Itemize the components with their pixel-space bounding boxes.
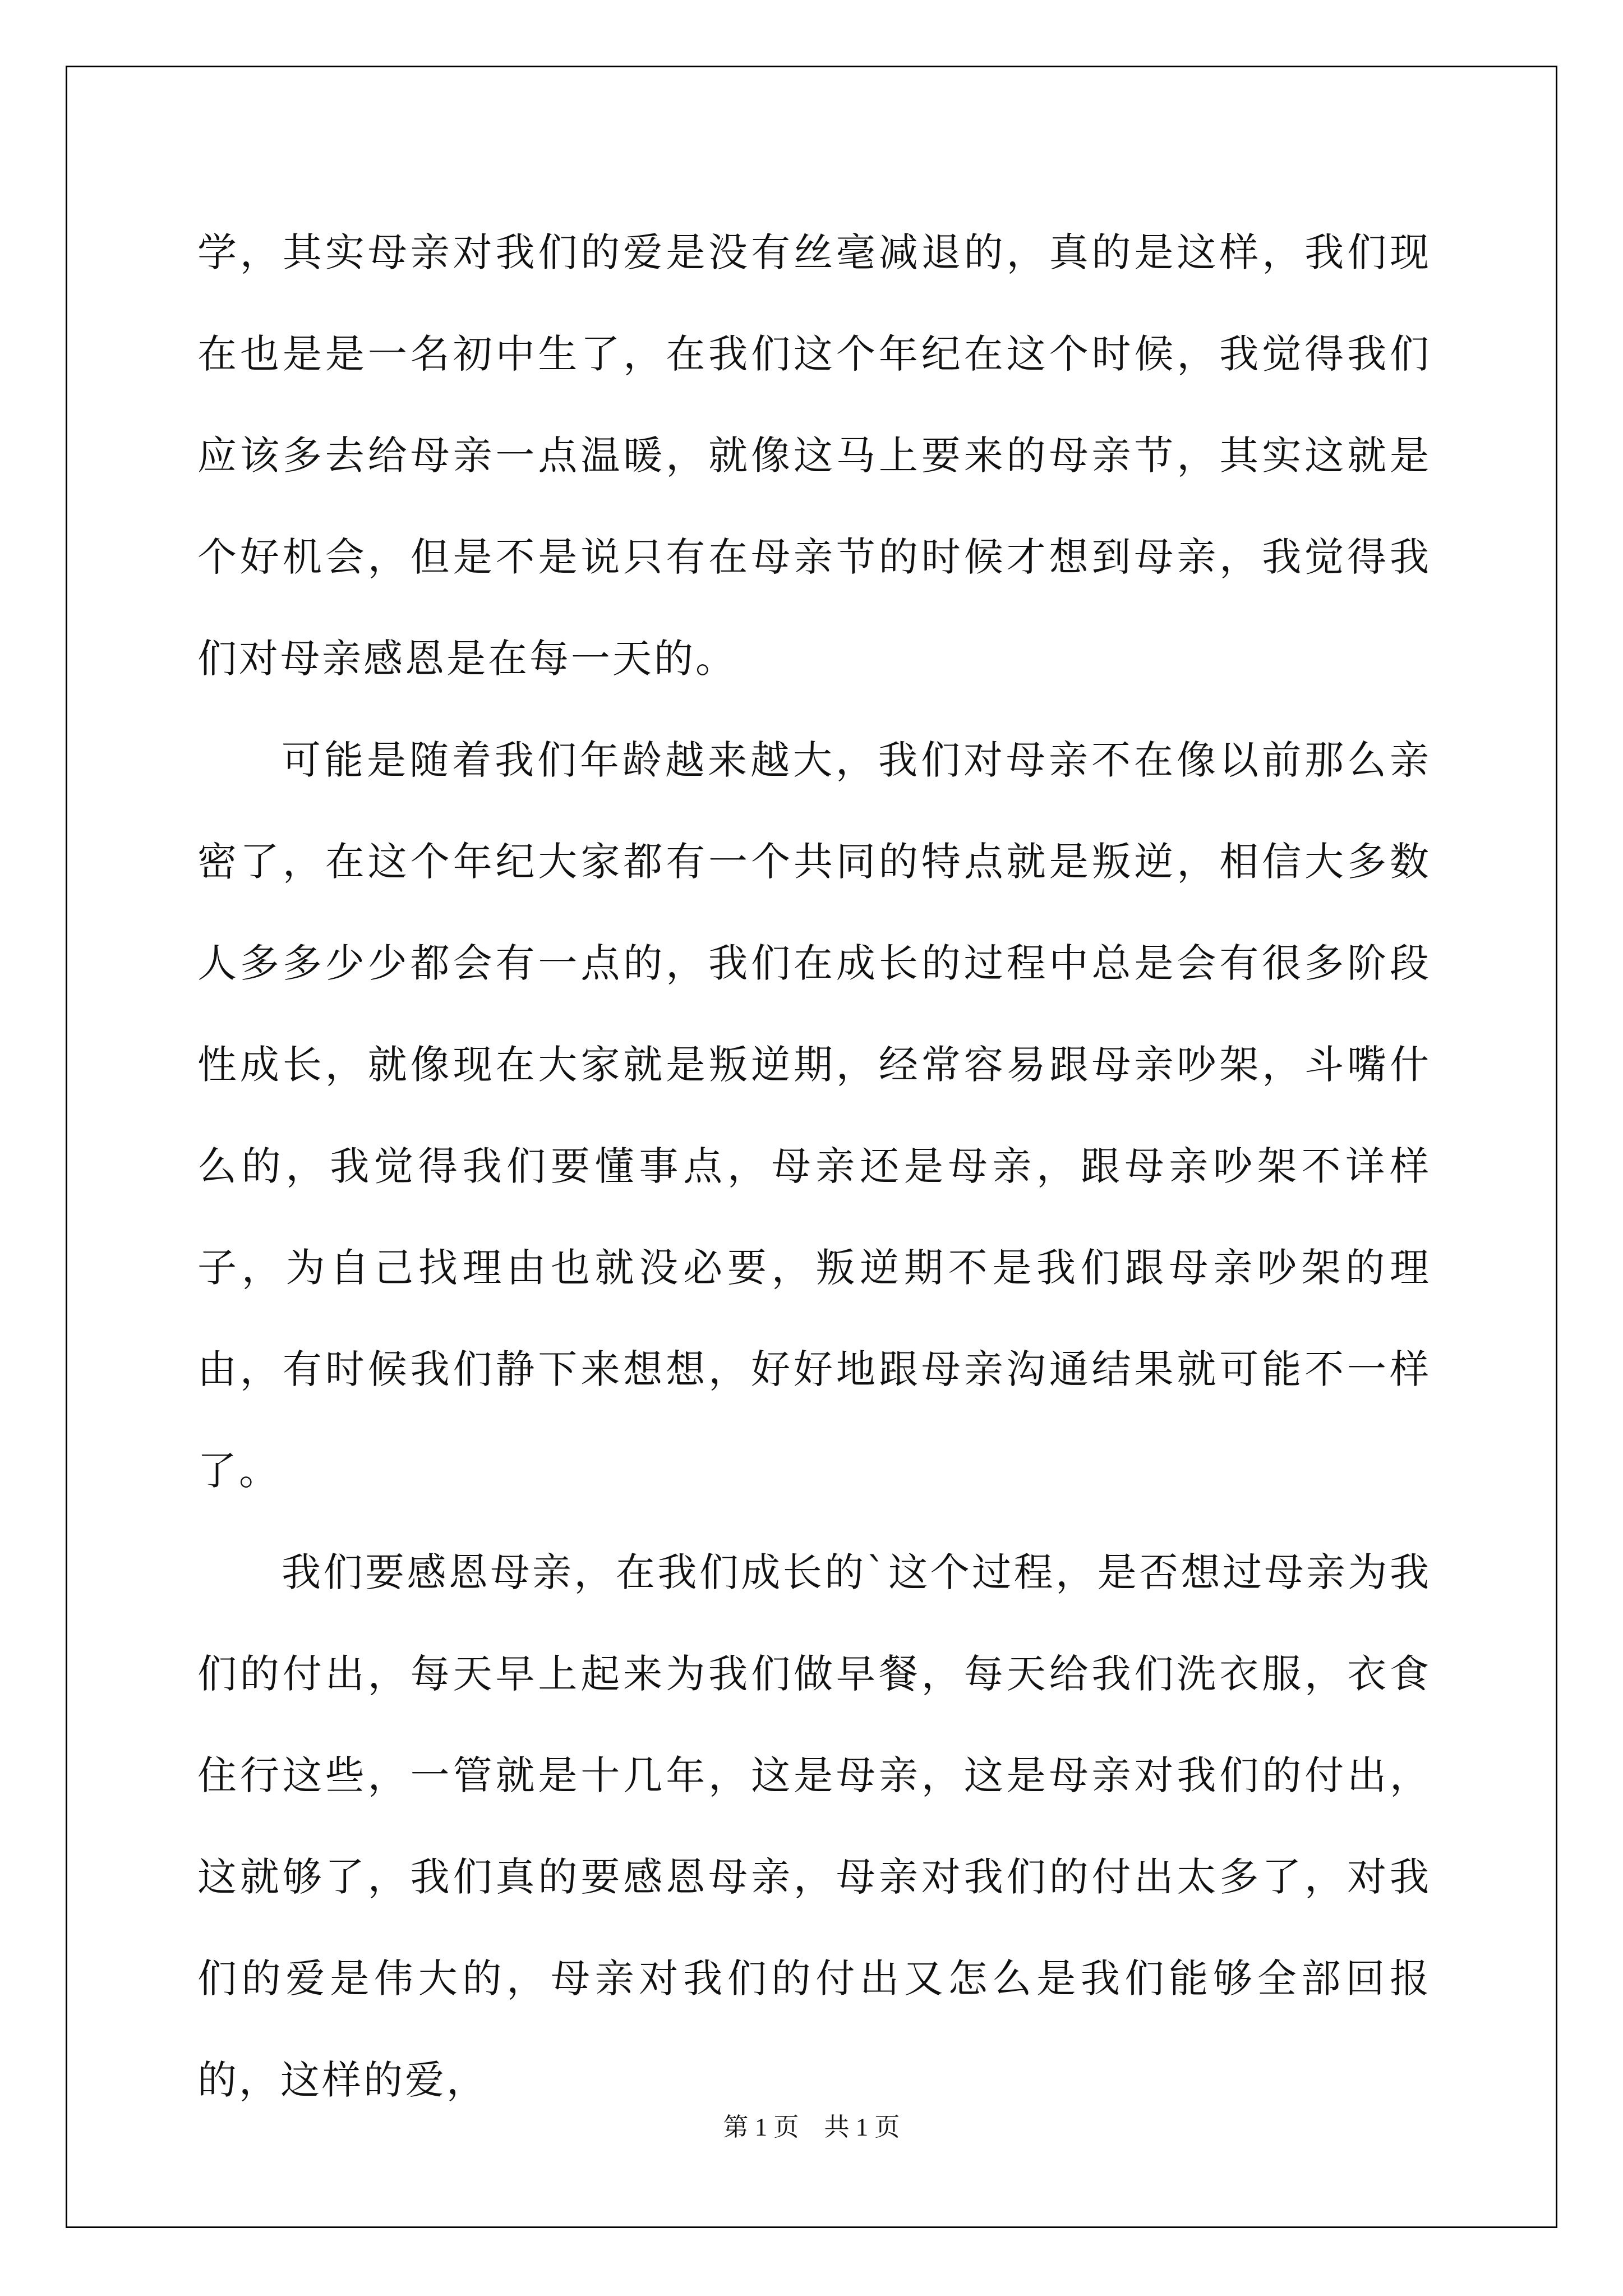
paragraph-3: 我们要感恩母亲，在我们成长的`这个过程，是否想过母亲为我们的付出，每天早上起来为我们做早餐，每天给我们洗衣服，衣食住行这些，一管就是十几年，这是母亲，这是母亲对我们的付出，这就够了，我们真的要感恩母亲，母亲对我们的付出太多了，对我们的爱是伟大的，母亲对我们的付出又怎么是我们能够全部回报的，这样的爱，	[197, 1549, 1431, 2103]
document-body	[197, 202, 1431, 2131]
paragraph-1: 学，其实母亲对我们的爱是没有丝毫减退的，真的是这样，我们现在也是是一名初中生了，在我们这个年纪在这个时候，我觉得我们应该多去给母亲一点温暖，就像这马上要来的母亲节，其实这就是个好机会，但是不是说只有在母亲节的时候才想到母亲，我觉得我们对母亲感恩是在每一天的。	[197, 229, 1431, 682]
paragraph-2: 可能是随着我们年龄越来越大，我们对母亲不在像以前那么亲密了，在这个年纪大家都有一个共同的特点就是叛逆，相信大多数人多多少少都会有一点的，我们在成长的过程中总是会有很多阶段性成长，就像现在大家就是叛逆期，经常容易跟母亲吵架，斗嘴什么的，我觉得我们要懂事点，母亲还是母亲，跟母亲吵架不详样子，为自己找理由也就没必要，叛逆期不是我们跟母亲吵架的理由，有时候我们静下来想想，好好地跟母亲沟通结果就可能不一样了。	[197, 737, 1431, 1494]
page-footer: 第 1 页 共 1 页	[723, 2113, 900, 2141]
